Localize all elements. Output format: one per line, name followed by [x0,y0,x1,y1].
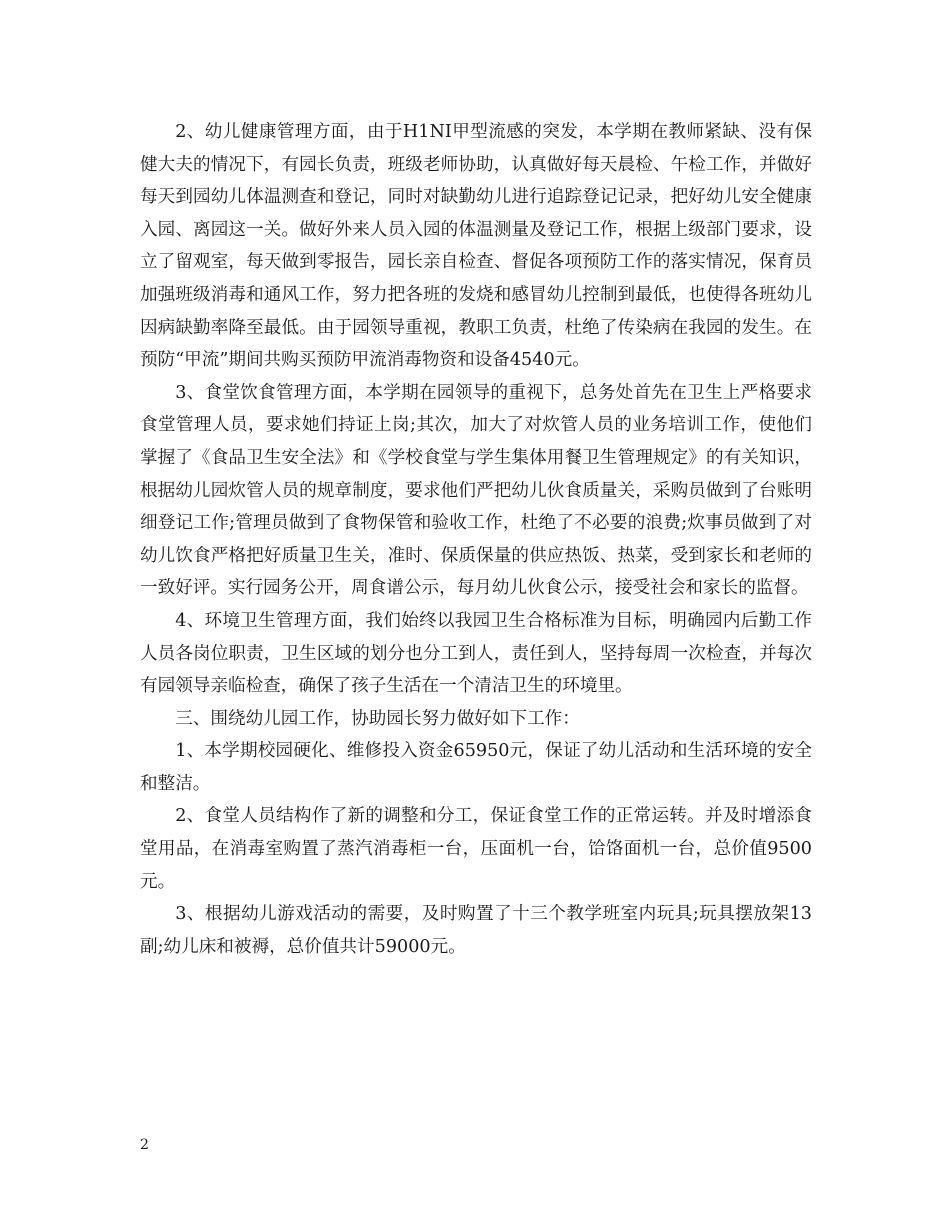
paragraph-canteen-management: 3、食堂饮食管理方面，本学期在园领导的重视下，总务处首先在卫生上严格要求食堂管理人员，要求她们持证上岗;其次，加大了对炊管人员的业务培训工作，使他们掌握了《食品卫生安全法》和《学校食堂与学生集体用餐卫生管理规定》的有关知识，根据幼儿园炊管人员的规章制度，要求他们严把幼儿伙食质量关，采购员做到了台账明细登记工作;管理员做到了食物保管和验收工作，杜绝了不必要的浪费;炊事员做到了对幼儿饮食严格把好质量卫生关，准时、保质保量的供应热饭、热菜，受到家长和老师的一致好评。实行园务公开，周食谱公示，每月幼儿伙食公示，接受社会和家长的监督。 [140,382,812,599]
paragraph-toys-purchase: 3、根据幼儿游戏活动的需要，及时购置了十三个教学班室内玩具;玩具摆放架13副;幼儿床和被褥，总价值共计59000元。 [140,904,812,957]
paragraph-canteen-staff: 2、食堂人员结构作了新的调整和分工，保证食堂工作的正常运转。并及时增添食堂用品，在消毒室购置了蒸汽消毒柜一台，压面机一台，饸饹面机一台，总价值9500元。 [140,806,812,892]
page-number: 2 [140,1137,149,1153]
paragraph-campus-repair: 1、本学期校园硬化、维修投入资金65950元，保证了幼儿活动和生活环境的安全和整洁。 [140,741,812,794]
document-body [140,116,812,963]
paragraph-health-management: 2、幼儿健康管理方面，由于H1NI甲型流感的突发，本学期在教师紧缺、没有保健大夫的情况下，有园长负责，班级老师协助，认真做好每天晨检、午检工作，并做好每天到园幼儿体温测查和登记，同时对缺勤幼儿进行追踪登记记录，把好幼儿安全健康入园、离园这一关。做好外来人员入园的体温测量及登记工作，根据上级部门要求，设立了留观室，每天做到零报告，园长亲自检查、督促各项预防工作的落实情况，保育员加强班级消毒和通风工作，努力把各班的发烧和感冒幼儿控制到最低，也使得各班幼儿因病缺勤率降至最低。由于园领导重视，教职工负责，杜绝了传染病在我园的发生。在预防“甲流”期间共购买预防甲流消毒物资和设备4540元。 [140,122,812,371]
section-heading-three: 三、围绕幼儿园工作，协助园长努力做好如下工作： [175,708,580,729]
paragraph-environment-hygiene: 4、环境卫生管理方面，我们始终以我园卫生合格标准为目标，明确园内后勤工作人员各岗位职责，卫生区域的划分也分工到人，责任到人，坚持每周一次检查，并每次有园领导亲临检查，确保了孩子生活在一个清洁卫生的环境里。 [140,610,812,697]
